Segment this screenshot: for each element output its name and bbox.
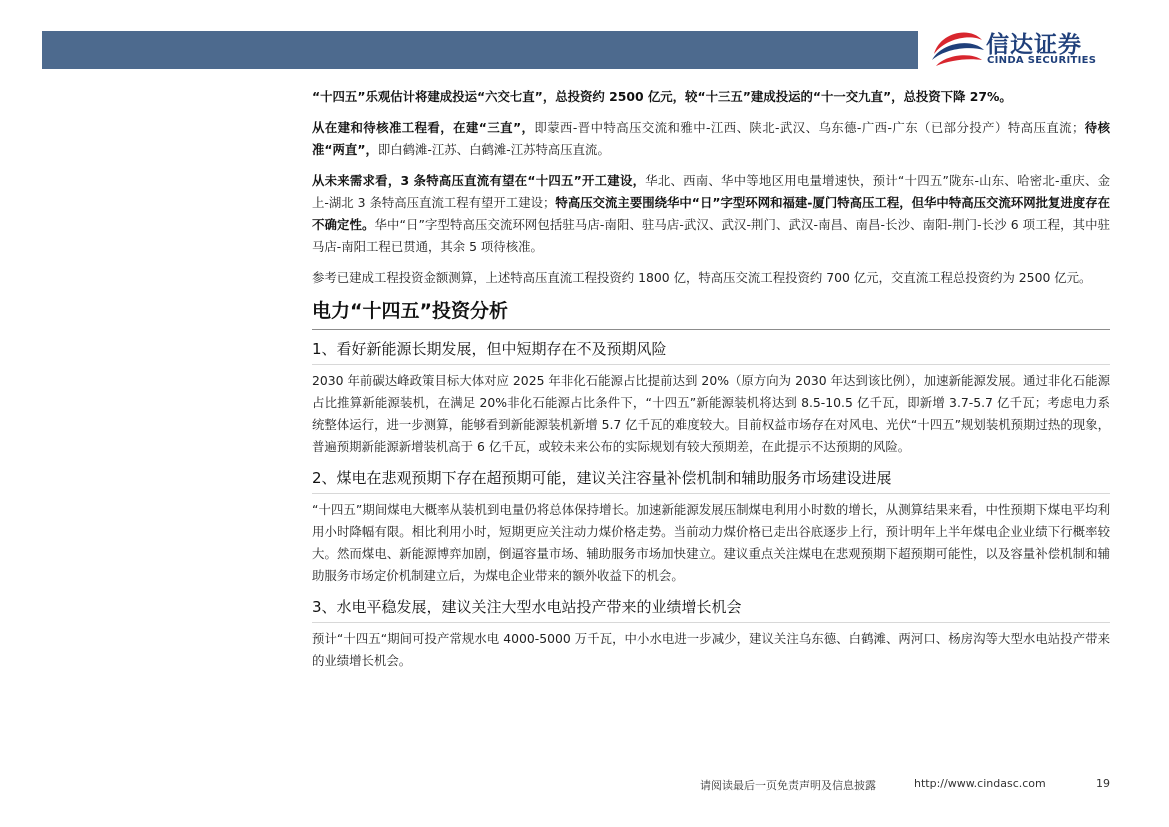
- section-title: 电力“十四五”投资分析: [312, 298, 1110, 330]
- paragraph-investment-summary: “十四五”乐观估计将建成投运“六交七直”，总投资约 2500 亿元，较“十三五”建成投运的“十一交九直”，总投资下降 27%。: [312, 89, 1012, 104]
- subsection-title-new-energy: 1、看好新能源长期发展，但中短期存在不及预期风险: [312, 338, 1110, 365]
- logo-name-cn: 信达证券: [986, 32, 1082, 58]
- subsection-body-coal-power: “十四五”期间煤电大概率从装机到电量仍将总体保持增长。加速新能源发展压制煤电利用小时数的增长，从测算结果来看，中性预期下煤电平均利用小时降幅有限。相比利用小时，短期更应关注动力煤价格走势。当前动力煤价格已走出谷底逐步上行，预计明年上半年煤电企业业绩下行概率较大。然而煤电、新能源博弈加剧，倒逼容量市场、辅助服务市场加快建立。建议重点关注煤电在悲观预期下超预期可能性，以及容量补偿机制和辅助服务市场定价机制建立后，为煤电企业带来的额外收益下的机会。: [312, 502, 1110, 583]
- subsection-title-coal-power: 2、煤电在悲观预期下存在超预期可能，建议关注容量补偿机制和辅助服务市场建设进展: [312, 467, 1110, 494]
- footer-url-link[interactable]: http://www.cindasc.com: [914, 777, 1046, 790]
- cinda-logo-mark-icon: [930, 24, 986, 70]
- report-body: [312, 86, 1110, 681]
- paragraph-projects-under-construction: 从在建和待核准工程看，在建“三直”，即蒙西-晋中特高压交流和雅中-江西、陕北-武汉、乌东德-广西-广东（已部分投产）特高压直流；待核准“两直”，即白鹤滩-江苏、白鹤滩-江苏特高压直流。: [312, 120, 1110, 157]
- subsection-body-new-energy: 2030 年前碳达峰政策目标大体对应 2025 年非化石能源占比提前达到 20%（原方向为 2030 年达到该比例），加速新能源发展。通过非化石能源占比推算新能源装机，在满足 20%非化石能源占比条件下，“十四五”新能源装机将达到 8.5-10.5 亿千瓦，即新增 3.7-5.7 亿千瓦；考虑电力系统整体运行，进一步测算，能够看到新能源装机新增 5.7 亿千瓦的难度较大。目前权益市场存在对风电、光伏“十四五”规划装机预期过热的现象，普遍预期新能源新增装机高于 6 亿千瓦，或较未来公布的实际规划有较大预期差，在此提示不达预期的风险。: [312, 373, 1110, 454]
- page-number: 19: [1096, 777, 1110, 790]
- logo-name-en: CINDA SECURITIES: [987, 55, 1097, 66]
- subsection-body-hydropower: 预计“十四五“期间可投产常规水电 4000-5000 万千瓦，中小水电进一步减少，建议关注乌东德、白鹤滩、两河口、杨房沟等大型水电站投产带来的业绩增长机会。: [312, 631, 1110, 668]
- header-bar: [42, 31, 918, 69]
- company-logo: [930, 22, 1130, 72]
- subsection-title-hydropower: 3、水电平稳发展，建议关注大型水电站投产带来的业绩增长机会: [312, 596, 1110, 623]
- footer-disclaimer: 请阅读最后一页免责声明及信息披露: [700, 779, 876, 792]
- paragraph-future-demand: 从未来需求看，3 条特高压直流有望在“十四五”开工建设，华北、西南、华中等地区用电量增速快，预计“十四五”陇东-山东、哈密北-重庆、金上-湖北 3 条特高压直流工程有望开工建设；特高压交流主要围绕华中“日”字型环网和福建-厦门特高压工程，但华中特高压交流环网批复进度存在不确定性。华中“日”字型特高压交流环网包括驻马店-南阳、驻马店-武汉、武汉-荆门、武汉-南昌、南昌-长沙、南阳-荆门-长沙 6 项工程，其中驻马店-南阳工程已贯通，其余 5 项待核准。: [312, 173, 1110, 254]
- paragraph-investment-estimate: 参考已建成工程投资金额测算，上述特高压直流工程投资约 1800 亿，特高压交流工程投资约 700 亿元，交直流工程总投资约为 2500 亿元。: [312, 270, 1092, 285]
